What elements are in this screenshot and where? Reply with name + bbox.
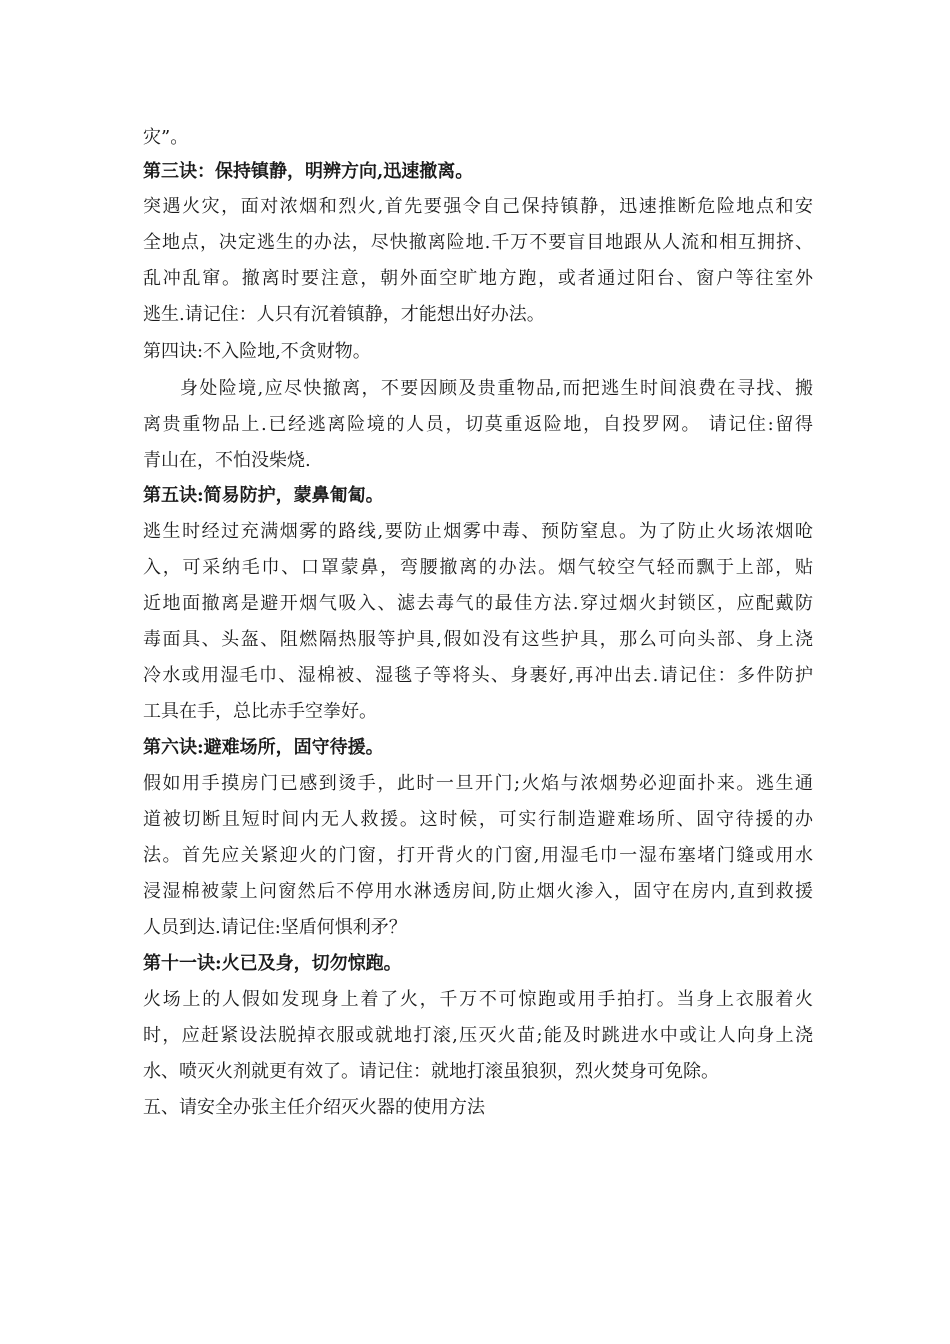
text-line: 乱冲乱窜。撤离时要注意，朝外面空旷地方跑，或者通过阳台、窗户等往室外 bbox=[143, 268, 813, 289]
text-line: 水、喷灭火剂就更有效了。请记住：就地打滚虽狼狈，烈火焚身可免除。 bbox=[143, 1061, 719, 1082]
text-line: 身处险境,应尽快撤离，不要因顾及贵重物品,而把逃生时间浪费在寻找、搬 bbox=[180, 378, 813, 399]
text-line: 浸湿棉被蒙上问窗然后不停用水淋透房间,防止烟火渗入，固守在房内,直到救援 bbox=[143, 881, 813, 902]
section-heading-five: 五、请安全办张主任介绍灭火器的使用方法 bbox=[143, 1097, 485, 1118]
text-line: 全地点，决定逃生的办法，尽快撤离险地.千万不要盲目地跟从人流和相互拥挤、 bbox=[143, 232, 813, 253]
section-heading-3: 第三诀：保持镇静，明辨方向,迅速撤离。 bbox=[143, 161, 474, 182]
text-line: 冷水或用湿毛巾、湿棉被、湿毯子等将头、身裹好,再冲出去.请记住：多件防护 bbox=[143, 665, 813, 686]
text-line: 毒面具、头盔、阻燃隔热服等护具,假如没有这些护具，那么可向头部、身上浇 bbox=[143, 629, 813, 650]
text-line: 工具在手，总比赤手空拳好。 bbox=[143, 701, 377, 722]
text-line: 逃生时经过充满烟雾的路线,要防止烟雾中毒、预防窒息。为了防止火场浓烟呛 bbox=[143, 521, 813, 542]
text-line: 离贵重物品上.已经逃离险境的人员，切莫重返险地，自投罗网。 请记住:留得 bbox=[143, 414, 813, 435]
text-line: 人员到达.请记住:坚盾何惧利矛？ bbox=[143, 917, 407, 938]
section-heading-4: 第四诀:不入险地,不贪财物。 bbox=[143, 341, 371, 362]
text-line: 青山在，不怕没柴烧. bbox=[143, 450, 311, 471]
section-heading-5: 第五诀:简易防护，蒙鼻匍匐。 bbox=[143, 485, 384, 506]
section-heading-6: 第六诀:避难场所，固守待援。 bbox=[143, 737, 384, 758]
text-line: 灾”。 bbox=[143, 127, 189, 148]
text-line: 入，可采纳毛巾、口罩蒙鼻，弯腰撤离的办法。烟气较空气轻而飘于上部，贴 bbox=[143, 557, 813, 578]
text-line: 时，应赶紧设法脱掉衣服或就地打滚,压灭火苗;能及时跳进水中或让人向身上浇 bbox=[143, 1025, 813, 1046]
text-line: 法。首先应关紧迎火的门窗，打开背火的门窗,用湿毛巾一湿布塞堵门缝或用水 bbox=[143, 845, 813, 866]
text-line: 近地面撤离是避开烟气吸入、滤去毒气的最佳方法.穿过烟火封锁区，应配戴防 bbox=[143, 593, 813, 614]
text-line: 逃生.请记住：人只有沉着镇静，才能想出好办法。 bbox=[143, 304, 545, 325]
section-heading-11: 第十一诀:火已及身，切勿惊跑。 bbox=[143, 953, 402, 974]
text-line: 假如用手摸房门已感到烫手，此时一旦开门;火焰与浓烟势必迎面扑来。逃生通 bbox=[143, 773, 813, 794]
text-line: 道被切断且短时间内无人救援。这时候，可实行制造避难场所、固守待援的办 bbox=[143, 809, 813, 830]
text-line: 火场上的人假如发现身上着了火，千万不可惊跑或用手拍打。当身上衣服着火 bbox=[143, 989, 813, 1010]
text-line: 突遇火灾，面对浓烟和烈火,首先要强令自己保持镇静，迅速推断危险地点和安 bbox=[143, 196, 813, 217]
